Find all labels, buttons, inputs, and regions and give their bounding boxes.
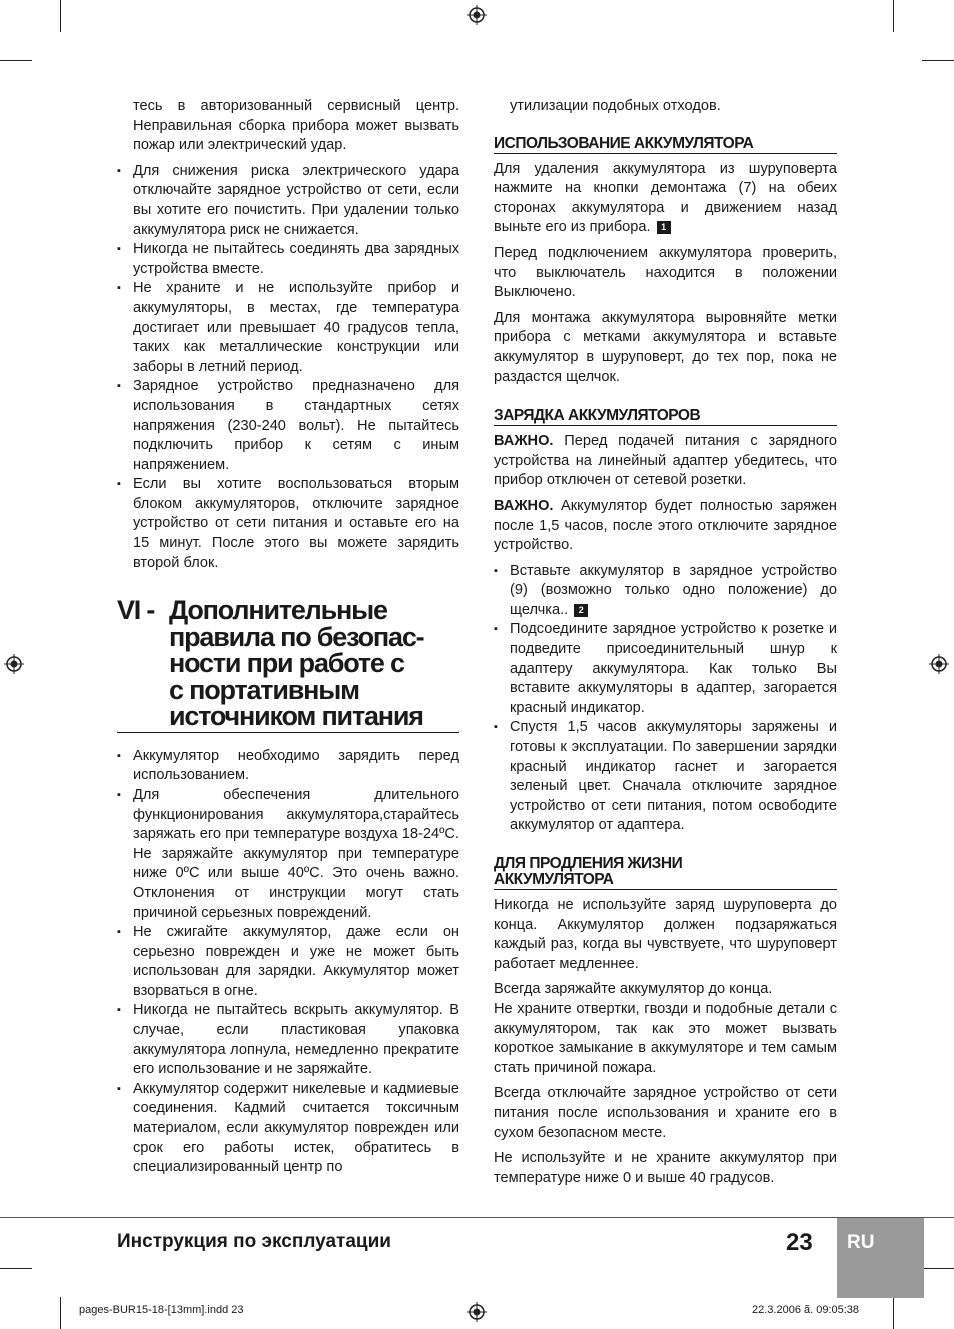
page-number: 23 — [786, 1229, 813, 1256]
crop-mark — [893, 1297, 894, 1329]
crop-mark — [0, 1268, 32, 1269]
section-title-line: ности при работе с — [169, 648, 404, 679]
paragraph: Всегда отключайте зарядное устройство от сети питания после использования и храните его в сухом безопасном месте. — [494, 1085, 837, 1141]
important-label: ВАЖНО. — [494, 497, 554, 514]
safety-list — [117, 162, 459, 573]
crop-mark — [893, 0, 894, 32]
language-tab — [837, 1218, 924, 1298]
section-title — [117, 597, 459, 733]
charging-steps-list — [494, 562, 837, 836]
important-label: ВАЖНО. — [494, 433, 554, 450]
paragraph: Всегда заряжайте аккумулятор до конца. Не храните отвертки, гвозди и подобные детали с аккумулятором, так как это может вызвать короткое замыкание в аккумуляторе и тем самым стать причиной пожара. — [494, 981, 837, 1076]
continuation-text: утилизации подобных отходов. — [510, 98, 721, 114]
paragraph: Для удаления аккумулятора из шуруповерта нажмите на кнопки демонтажа (7) на обеих сторонах аккумулятора и движением назад выньте его из прибора. 1 — [494, 160, 837, 236]
registration-mark-icon — [467, 5, 487, 25]
list-item: ▪ Для обеспечения длительного функционирования аккумулятора,старайтесь заряжать его при температуре воздуха 18-24ºC. Не заряжайте аккумулятор при температуре ниже 0ºC или выше 40ºC. Это очень важно. Отклонения от инструкции могут стать причиной серьезных повреждений. — [117, 786, 459, 923]
list-item: ▪ Аккумулятор необходимо зарядить перед использованием. — [117, 747, 459, 786]
crop-mark — [0, 60, 32, 61]
list-item: ▪ Никогда не пытайтесь вскрыть аккумулятор. В случае, если пластиковая упаковка аккумулятора лопнула, немедленно прекратите его использование и не заряжайте. — [117, 1001, 459, 1079]
list-item: ▪ Не сжигайте аккумулятор, даже если он серьезно поврежден и уже не может быть использован для зарядки. Аккумулятор может взорваться в огне. — [117, 923, 459, 1001]
section-number: VI - — [117, 595, 155, 626]
paragraph: ВАЖНО. Аккумулятор будет полностью заряжен после 1,5 часов, после этого отключите зарядное устройство. — [494, 497, 837, 554]
crop-mark — [60, 1297, 61, 1329]
registration-mark-icon — [4, 654, 24, 674]
figure-ref-badge: 2 — [574, 604, 588, 617]
section-title-line: правила по безопас- — [169, 621, 424, 652]
crop-mark — [922, 60, 954, 61]
list-item: ▪ Если вы хотите воспользоваться вторым блоком аккумуляторов, отключите зарядное устройство от сети питания и оставьте его на 15 минут. После этого вы можете зарядить второй блок. — [117, 475, 459, 573]
list-item: ▪ Не храните и не используйте прибор и аккумуляторы, в местах, где температура достигает или превышает 40 градусов тепла, таких как металлические конструкции или заборы в летний период. — [117, 279, 459, 377]
language-code: RU — [847, 1232, 875, 1253]
intro-text: тесь в авторизованный сервисный центр. Неправильная сборка прибора может вызвать пожар или электрический удар. — [133, 98, 459, 154]
paragraph: Для монтажа аккумулятора выровняйте метки прибора с метками аккумулятора и вставьте аккумулятор в шуруповерт, до тех пор, пока не раздастся щелчок. — [494, 309, 837, 385]
slug-file: pages-BUR15-18-[13mm].indd 23 — [79, 1304, 244, 1316]
list-item: ▪ Зарядное устройство предназначено для использования в стандартных сетях напряжения (230-240 вольт). Не пытайтесь подключить прибор к сетям с иным напряжением. — [117, 377, 459, 475]
section-title-line: источником питания — [169, 701, 423, 732]
section-title-line: с портативным — [169, 674, 359, 705]
paragraph: Никогда не используйте заряд шуруповерта до конца. Аккумулятор должен подзаряжаться каждый раз, когда вы чувствуете, что шуруповерт работает медленнее. — [494, 897, 837, 972]
figure-ref-badge: 1 — [657, 221, 671, 234]
slug-date: 22.3.2006 ã. 09:05:38 — [752, 1304, 860, 1316]
list-item: ▪ Спустя 1,5 часов аккумуляторы заряжены и готовы к эксплуатации. По завершении зарядки красный индикатор гаснет и загорается зеленый цвет. Сначала отключите зарядное устройство от сети питания, потом освободите аккумулятор от адаптера. — [494, 718, 837, 836]
list-item: ▪ Вставьте аккумулятор в зарядное устройство (9) (возможно только одно положение) до щелчка.. 2 — [494, 562, 837, 621]
section-title-line: Дополнительные — [169, 595, 387, 626]
paragraph: Не используйте и не храните аккумулятор при температуре ниже 0 и выше 40 градусов. — [494, 1150, 837, 1186]
left-column — [117, 97, 459, 1178]
registration-mark-icon — [929, 654, 949, 674]
paragraph: ВАЖНО. Перед подачей питания с зарядного устройства на линейный адаптер убедитесь, что прибор отключен от сетевой розетки. — [494, 433, 837, 489]
footer-title: Инструкция по эксплуатации — [117, 1231, 391, 1252]
list-item: ▪ Никогда не пытайтесь соединять два зарядных устройства вместе. — [117, 240, 459, 279]
battery-use-heading: ИСПОЛЬЗОВАНИЕ АККУМУЛЯТОРА — [494, 136, 837, 154]
battery-life-heading: ДЛЯ ПРОДЛЕНИЯ ЖИЗНИ АККУМУЛЯТОРА — [494, 856, 837, 890]
battery-safety-list — [117, 747, 459, 1178]
registration-mark-icon — [467, 1302, 487, 1322]
crop-mark — [922, 1268, 954, 1269]
list-item: ▪ Для снижения риска электрического удара отключайте зарядное устройство от сети, если вы хотите его почистить. При удалении только аккумулятора риск не снижается. — [117, 162, 459, 240]
crop-mark — [60, 0, 61, 32]
right-column — [494, 97, 837, 1194]
list-item: ▪ Аккумулятор содержит никелевые и кадмиевые соединения. Кадмий считается токсичным материалом, если аккумулятор поврежден или срок его работы истек, обратитесь в специализированный центр по — [117, 1080, 459, 1178]
list-item: ▪ Подсоедините зарядное устройство к розетке и подведите присоединительный шнур к адаптеру аккумулятора. Как только Вы вставите аккумуляторы в адаптер, загорается красный индикатор. — [494, 620, 837, 718]
charging-heading: ЗАРЯДКА АККУМУЛЯТОРОВ — [494, 408, 837, 426]
paragraph: Перед подключением аккумулятора проверить, что выключатель находится в положении Выключено. — [494, 244, 837, 301]
footer-divider — [0, 1217, 954, 1218]
